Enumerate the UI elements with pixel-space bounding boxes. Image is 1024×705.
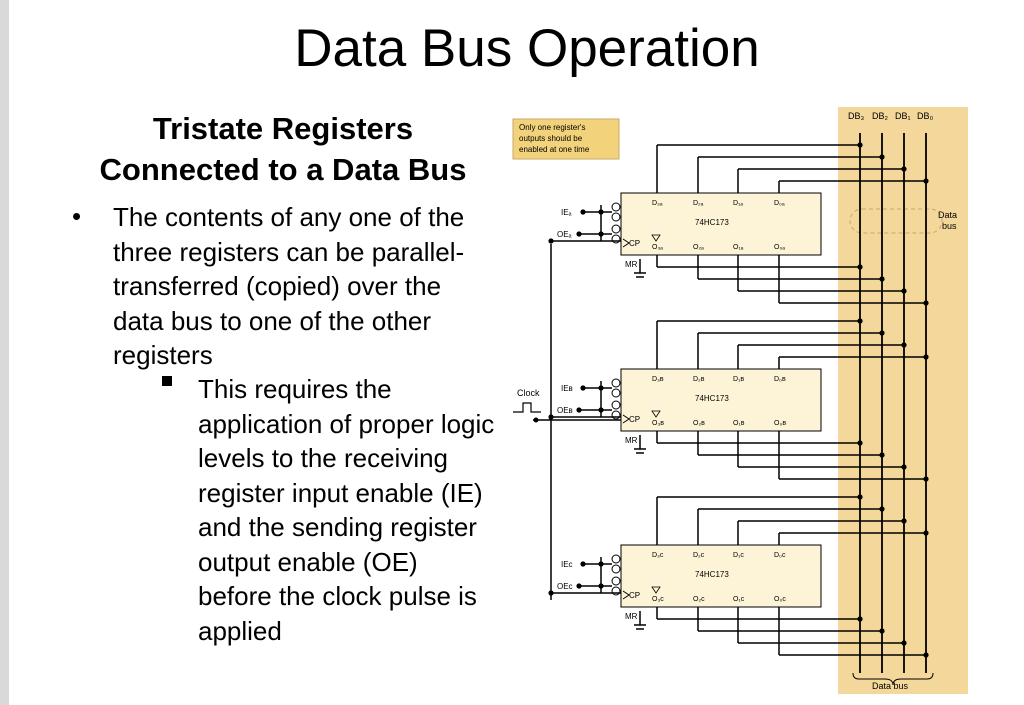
bus-tap-dot [857,616,862,621]
d-input-label: D₃ₐ [652,200,663,207]
cp-junction-dot [548,590,553,595]
bus-tap-dot [901,342,906,347]
oe-label: OEᴄ [557,582,573,591]
chip-name-label: 74HC173 [695,394,729,403]
bus-tap-dot [879,330,884,335]
bus-tap-dot [901,166,906,171]
bullet-square [162,376,172,386]
mr-label: MR [625,436,638,445]
d-input-label: D₃ʙ [652,376,664,383]
bullet-sub: This requires the application of proper logic levels to the receiving register input enable (IE) and the sending register output enable (OE) before the clock pulse is applied [198,374,495,646]
inverter-bubble [612,235,620,243]
d-input-label: D₁ʙ [733,376,745,383]
bus-label-db0: DB₀ [917,111,934,121]
clock-label: Clock [517,388,540,398]
o-output-label: O₀ᴄ [774,596,786,603]
data-bus-diagram [505,105,975,705]
o-output-label: O₃ᴄ [652,596,664,603]
inverter-bubble [612,213,620,221]
bus-tap-dot [901,288,906,293]
o-output-label: O₁ₐ [733,244,744,251]
o-output-label: O₀ₐ [774,244,785,251]
data-bus-band [838,107,968,694]
ie-label: IEᴄ [561,560,573,569]
ie-input-dot [580,209,585,214]
inverter-bubble [612,379,620,387]
ie-input-dot [580,385,585,390]
d-input-label: D₁ₐ [733,200,744,207]
cp-label: CP [629,239,641,248]
data-bus-bottom-label: Data bus [872,681,909,691]
d-input-label: D₁ᴄ [733,552,744,559]
ie-label: IEₐ [561,208,572,217]
bus-tap-dot [923,476,928,481]
cp-label: CP [629,415,641,424]
bus-label-db2: DB₂ [872,111,888,121]
slide-title: Data Bus Operation [294,19,760,78]
data-bus-side-label-1: Data [938,210,958,220]
bus-tap-dot [923,354,928,359]
oe-input-dot [576,583,581,588]
inverter-bubble [612,401,620,409]
o-output-label: O₃ʙ [652,420,665,427]
subtitle-line-2: Connected to a Data Bus [99,152,467,187]
cp-junction-dot [548,414,553,419]
o-output-label: O₁ᴄ [733,596,745,603]
note-line-1: Only one register's [519,123,586,132]
oe-input-dot [576,407,581,412]
inverter-bubble [612,587,620,595]
bus-tap-dot [879,452,884,457]
d-input-label: D₀ʙ [774,376,786,383]
bus-label-db1: DB₁ [895,111,911,121]
bus-label-db3: DB₃ [848,111,865,121]
chip-name-label: 74HC173 [695,218,729,227]
bus-tap-dot [879,506,884,511]
d-input-label: D₂ᴄ [693,552,705,559]
inverter-bubble [612,577,620,585]
bus-tap-dot [923,652,928,657]
bus-tap-dot [901,640,906,645]
inverter-bubble [612,565,620,573]
d-input-label: D₂ₐ [693,200,704,207]
bus-tap-dot [857,318,862,323]
bus-tap-dot [879,628,884,633]
bus-tap-dot [879,276,884,281]
data-bus-side-label-2: bus [942,221,957,231]
bus-tap-dot [923,530,928,535]
o-output-label: O₃ₐ [652,244,663,251]
inverter-bubble [612,555,620,563]
note-line-2: outputs should be [519,134,583,143]
inverter-bubble [612,411,620,419]
o-output-label: O₀ʙ [774,420,787,427]
slide-left-edge [0,0,9,705]
mr-label: MR [625,260,638,269]
ie-input-dot [580,561,585,566]
clock-junction [534,418,539,423]
inverter-bubble [612,225,620,233]
o-output-label: O₂ᴄ [693,596,705,603]
o-output-label: O₁ʙ [733,420,745,427]
d-input-label: D₀ᴄ [774,552,786,559]
oe-label: OEʙ [557,406,573,415]
oe-input-dot [576,231,581,236]
cp-junction-dot [548,238,553,243]
bus-tap-dot [879,154,884,159]
ie-label: IEʙ [561,384,573,393]
bus-tap-dot [857,142,862,147]
bus-tap-dot [923,178,928,183]
bullet-dot: • [72,201,82,231]
o-output-label: O₂ₐ [693,244,704,251]
d-input-label: D₃ᴄ [652,552,664,559]
note-line-3: enabled at one time [519,145,590,154]
bus-tap-dot [923,300,928,305]
bus-tap-dot [857,264,862,269]
bullet-main: The contents of any one of the three registers can be parallel-transferred (copied) over the data bus to one of the other registers [113,202,465,370]
bus-tap-dot [901,518,906,523]
inverter-bubble [612,389,620,397]
d-input-label: D₂ʙ [693,376,705,383]
inverter-bubble [612,203,620,211]
o-output-label: O₂ʙ [693,420,705,427]
bus-tap-dot [857,440,862,445]
chip-name-label: 74HC173 [695,570,729,579]
bus-tap-dot [857,494,862,499]
mr-label: MR [625,612,638,621]
cp-label: CP [629,591,641,600]
d-input-label: D₀ₐ [774,200,785,207]
oe-label: OEₐ [557,230,572,239]
clock-pulse-icon [513,403,541,412]
slide-subtitle [68,108,498,190]
subtitle-line-1: Tristate Registers [152,111,414,146]
bus-tap-dot [901,464,906,469]
